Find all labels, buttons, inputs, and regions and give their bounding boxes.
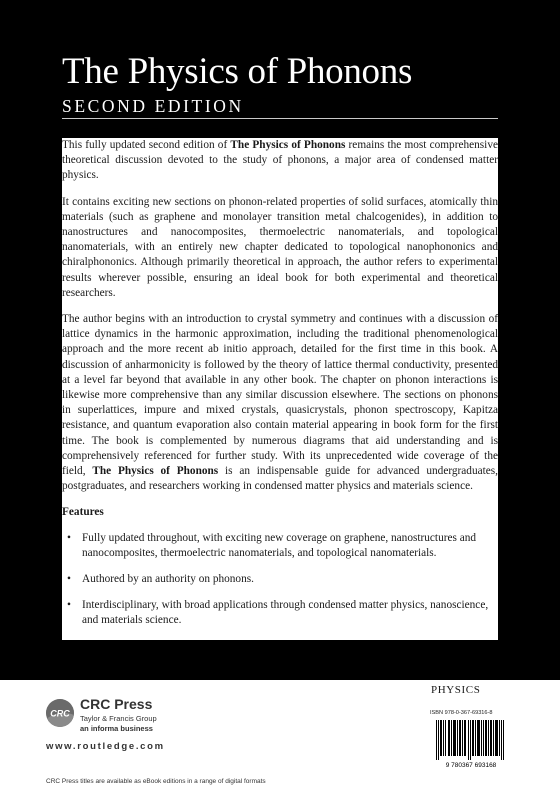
feature-item: • Fully updated throughout, with exciting new coverage on graphene, nanostructures and nanocomposites, thermoelectric nanomaterials, and topological nanomaterials. bbox=[62, 531, 498, 561]
isbn-barcode-block bbox=[430, 710, 512, 770]
features-heading: Features bbox=[62, 506, 104, 519]
description-panel bbox=[62, 138, 498, 640]
subject-category: PHYSICS bbox=[431, 684, 481, 696]
back-cover-footer bbox=[0, 680, 560, 800]
title-divider bbox=[62, 118, 498, 119]
features-list bbox=[62, 531, 498, 629]
barcode-digits: 9 780367 693168 bbox=[445, 762, 497, 769]
barcode-icon bbox=[430, 720, 512, 770]
publisher-informa: an informa business bbox=[80, 724, 153, 733]
crc-logo-icon bbox=[46, 699, 74, 727]
feature-item: • Interdisciplinary, with broad applications through condensed matter physics, nanoscience, and materials science. bbox=[62, 598, 498, 628]
feature-item: • Authored by an authority on phonons. bbox=[62, 572, 498, 587]
svg-text:CRC: CRC bbox=[50, 708, 70, 719]
ebook-note: CRC Press titles are available as eBook editions in a range of digital formats bbox=[46, 778, 266, 785]
edition-label: SECOND EDITION bbox=[62, 96, 244, 116]
publisher-group: Taylor & Francis Group bbox=[80, 714, 157, 723]
description-paragraph-3: The author begins with an introduction to crystal symmetry and continues with a discussion of lattice dynamics in the harmonic approximation, including the traditional phenomenological approach and the more recent ab initio approach, detailed for the first time in this book. A discussion of anharmonicity is followed by the theory of lattice thermal conductivity, presented at a level far beyond that available in any other book. The chapter on phonon interactions is likewise more comprehensive than any similar discussion elsewhere. The sections on phonons in superlattices, impure and mixed crystals, quasicrystals, phonon spectroscopy, Kapitza resistance, and quantum evaporation also contain material appearing in book form for the first time. The book is complemented by numerous diagrams that aid understanding and is comprehensively referenced for further study. With its unprecedented wide coverage of the field, The Physics of Phonons is an indispensable guide for advanced undergraduates, postgraduates, and researchers working in condensed matter physics and materials science. bbox=[62, 313, 498, 493]
description-paragraph-2: It contains exciting new sections on phonon-related properties of solid surfaces, atomically thin materials (such as graphene and monolayer transition metal chalcogenides), in addition to nanostructures and nanocomposites, thermoelectric nanomaterials, and topological nanomaterials, with an entirely new chapter dedicated to topological nanophononics and chiralphononics. Although primarily theoretical in approach, the author refers to experimental results wherever possible, ensuring an ideal book for both experimental and theoretical researchers. bbox=[62, 195, 498, 299]
isbn-label: ISBN 978-0-367-69316-8 bbox=[430, 710, 493, 716]
publisher-url[interactable]: www.routledge.com bbox=[46, 741, 165, 752]
description-paragraph-1: This fully updated second edition of The Physics of Phonons remains the most comprehensive theoretical discussion devoted to the study of phonons, a major area of condensed matter physics. bbox=[62, 139, 498, 182]
publisher-name: CRC Press bbox=[80, 696, 153, 712]
book-title: The Physics of Phonons bbox=[62, 51, 413, 92]
